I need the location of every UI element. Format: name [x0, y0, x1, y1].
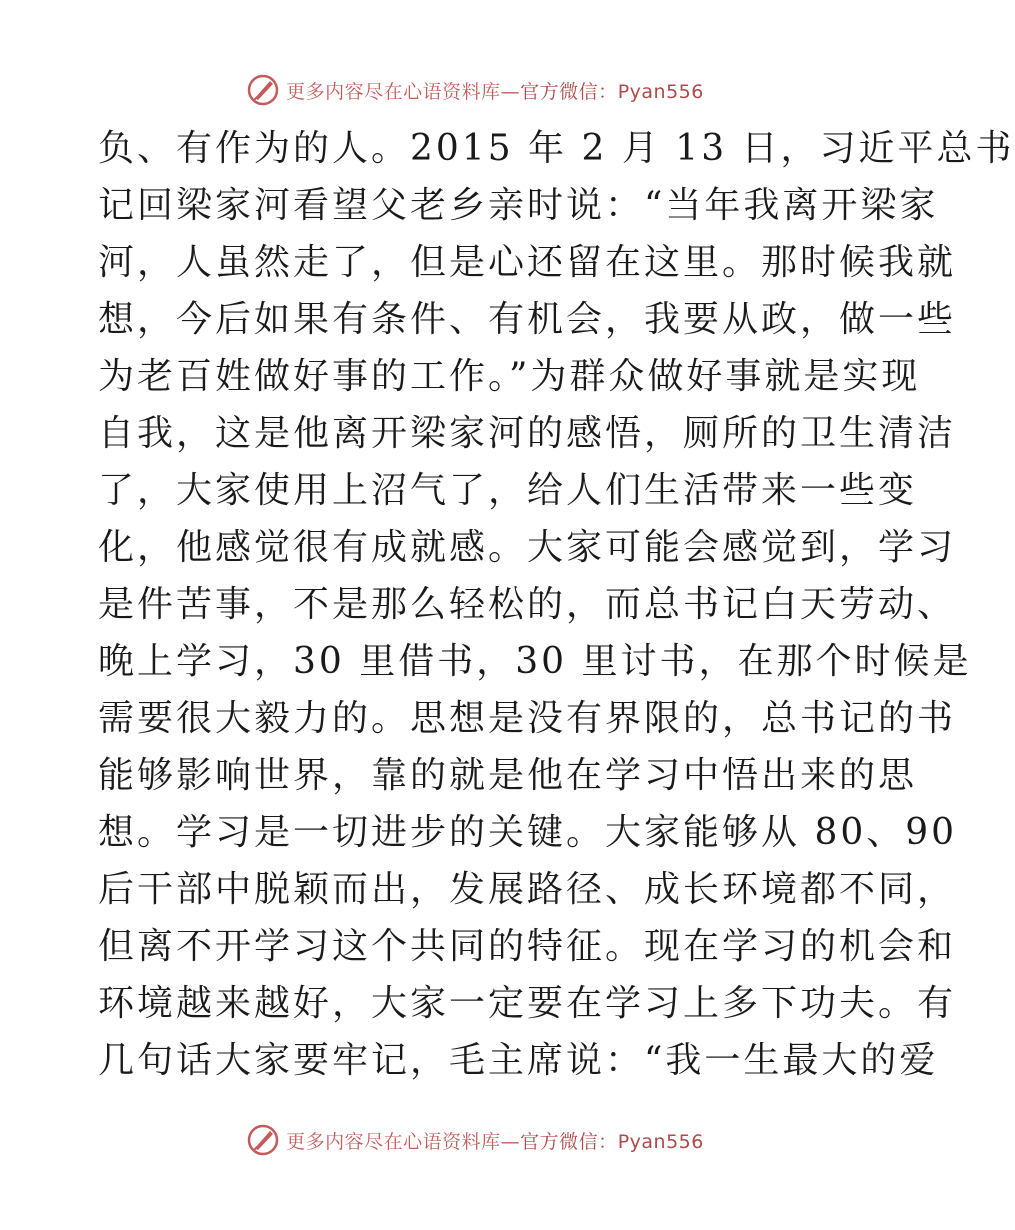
text-line: 几句话大家要牢记，毛主席说：“我一生最大的爱	[98, 1040, 939, 1081]
text-line: 化，他感觉很有成就感。大家可能会感觉到，学习	[98, 527, 957, 568]
quill-circle-icon	[246, 1123, 280, 1157]
text-line: 是件苦事，不是那么轻松的，而总书记白天劳动、	[98, 584, 957, 625]
banner-wechat-label: 官方微信：	[520, 80, 618, 103]
quill-circle-icon	[246, 73, 280, 107]
text-line: 环境越来越好，大家一定要在学习上多下功夫。有	[98, 983, 957, 1024]
banner-wechat-id: Pyan556	[617, 80, 704, 103]
text-line: 负、有作为的人。2015 年 2 月 13 日，习近平总书	[98, 128, 1015, 169]
banner-main-text: 更多内容尽在心语资料库	[286, 80, 501, 103]
banner-wechat-label: 官方微信：	[520, 1130, 618, 1153]
banner-wechat-id: Pyan556	[617, 1130, 704, 1153]
banner-text	[286, 77, 704, 104]
text-line: 想，今后如果有条件、有机会，我要从政，做一些	[98, 299, 957, 340]
banner-dash: —	[500, 1130, 521, 1153]
text-line: 能够影响世界，靠的就是他在学习中悟出来的思	[98, 755, 918, 796]
text-line: 了，大家使用上沼气了，给人们生活带来一些变	[98, 470, 918, 511]
header-banner	[0, 70, 950, 110]
text-line: 为老百姓做好事的工作。”为群众做好事就是实现	[98, 356, 921, 397]
text-line: 晚上学习，30 里借书，30 里讨书，在那个时候是	[98, 641, 972, 682]
text-line: 想。学习是一切进步的关键。大家能够从 80、90	[98, 812, 958, 853]
text-line: 需要很大毅力的。思想是没有界限的，总书记的书	[98, 698, 957, 739]
banner-text	[286, 1127, 704, 1154]
text-line: 但离不开学习这个共同的特征。现在学习的机会和	[98, 926, 957, 967]
banner-main-text: 更多内容尽在心语资料库	[286, 1130, 501, 1153]
footer-banner	[0, 1120, 950, 1160]
document-body	[98, 120, 1015, 1089]
text-line: 记回梁家河看望父老乡亲时说：“当年我离开梁家	[98, 185, 939, 226]
text-line: 自我，这是他离开梁家河的感悟，厕所的卫生清洁	[98, 413, 957, 454]
text-line: 河，人虽然走了，但是心还留在这里。那时候我就	[98, 242, 957, 283]
text-line: 后干部中脱颖而出，发展路径、成长环境都不同，	[98, 869, 957, 910]
banner-dash: —	[500, 80, 521, 103]
